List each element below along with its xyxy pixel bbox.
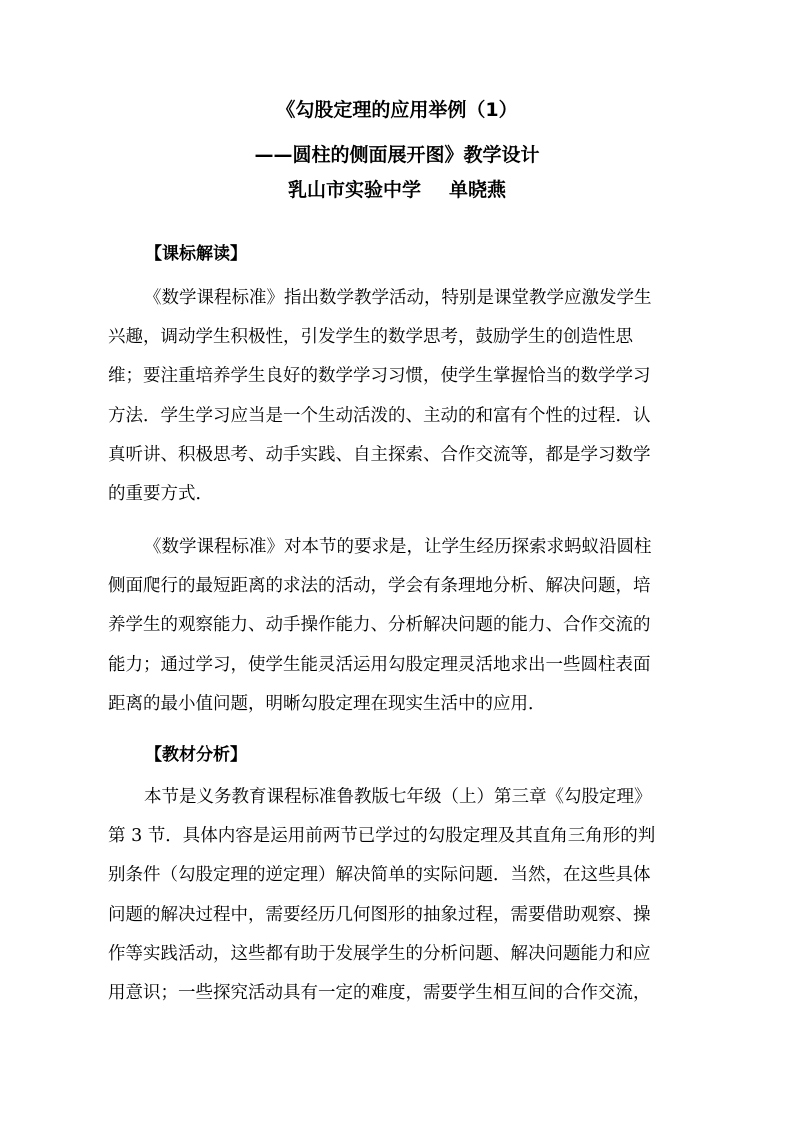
paragraph xyxy=(108,528,698,724)
paragraph-line: 的重要方式． xyxy=(108,483,213,504)
section-heading-textbook: 【教材分析】 xyxy=(145,745,247,765)
document-title-line-2: ——圆柱的侧面展开图》教学设计 xyxy=(254,144,540,166)
paragraph-line: 第 3 节．具体内容是运用前两节已学过的勾股定理及其直角三角形的判 xyxy=(108,826,656,847)
paragraph-line: 本节是义务教育课程标准鲁教版七年级（上）第三章《勾股定理》 xyxy=(144,787,652,807)
paragraph xyxy=(108,778,698,1013)
paragraph-line: 方法．学生学习应当是一个生动活泼的、主动的和富有个性的过程．认 xyxy=(108,405,651,426)
paragraph-line: 作等实践活动，这些都有助于发展学生的分析问题、解决问题能力和应 xyxy=(108,943,651,964)
school-name: 乳山市实验中学 xyxy=(287,179,421,201)
paragraph-line: 侧面爬行的最短距离的求法的活动，学会有条理地分析、解决问题，培 xyxy=(108,576,651,597)
paragraph-line: 兴趣，调动学生积极性，引发学生的数学思考，鼓励学生的创造性思 xyxy=(108,327,633,348)
paragraph-line: 别条件（勾股定理的逆定理）解决简单的实际问题．当然，在这些具体 xyxy=(108,865,651,886)
paragraph-line: 《数学课程标准》指出数学教学活动，特别是课堂教学应激发学生 xyxy=(144,288,652,308)
paragraph-line: 问题的解决过程中，需要经历几何图形的抽象过程，需要借助观察、操 xyxy=(108,904,651,925)
paragraph-line: 用意识；一些探究活动具有一定的难度，需要学生相互间的合作交流， xyxy=(108,982,651,1003)
paragraph-line: 真听讲、积极思考、动手实践、自主探索、合作交流等，都是学习数学 xyxy=(108,444,651,465)
paragraph-line: 《数学课程标准》对本节的要求是，让学生经历探索求蚂蚁沿圆柱 xyxy=(144,537,652,557)
paragraph-line: 养学生的观察能力、动手操作能力、分析解决问题的能力、合作交流的 xyxy=(108,615,651,636)
section-heading-curriculum: 【课标解读】 xyxy=(145,244,247,264)
document-title-line-1: 《勾股定理的应用举例（1） xyxy=(276,99,518,121)
paragraph-line: 能力；通过学习，使学生能灵活运用勾股定理灵活地求出一些圆柱表面 xyxy=(108,654,651,675)
paragraph xyxy=(108,279,698,514)
author-name: 单晓燕 xyxy=(449,179,507,201)
paragraph-line: 距离的最小值问题，明晰勾股定理在现实生活中的应用． xyxy=(108,693,546,714)
author-line xyxy=(0,176,794,204)
paragraph-line: 维；要注重培养学生良好的数学学习习惯，使学生掌握恰当的数学学习 xyxy=(108,366,651,387)
